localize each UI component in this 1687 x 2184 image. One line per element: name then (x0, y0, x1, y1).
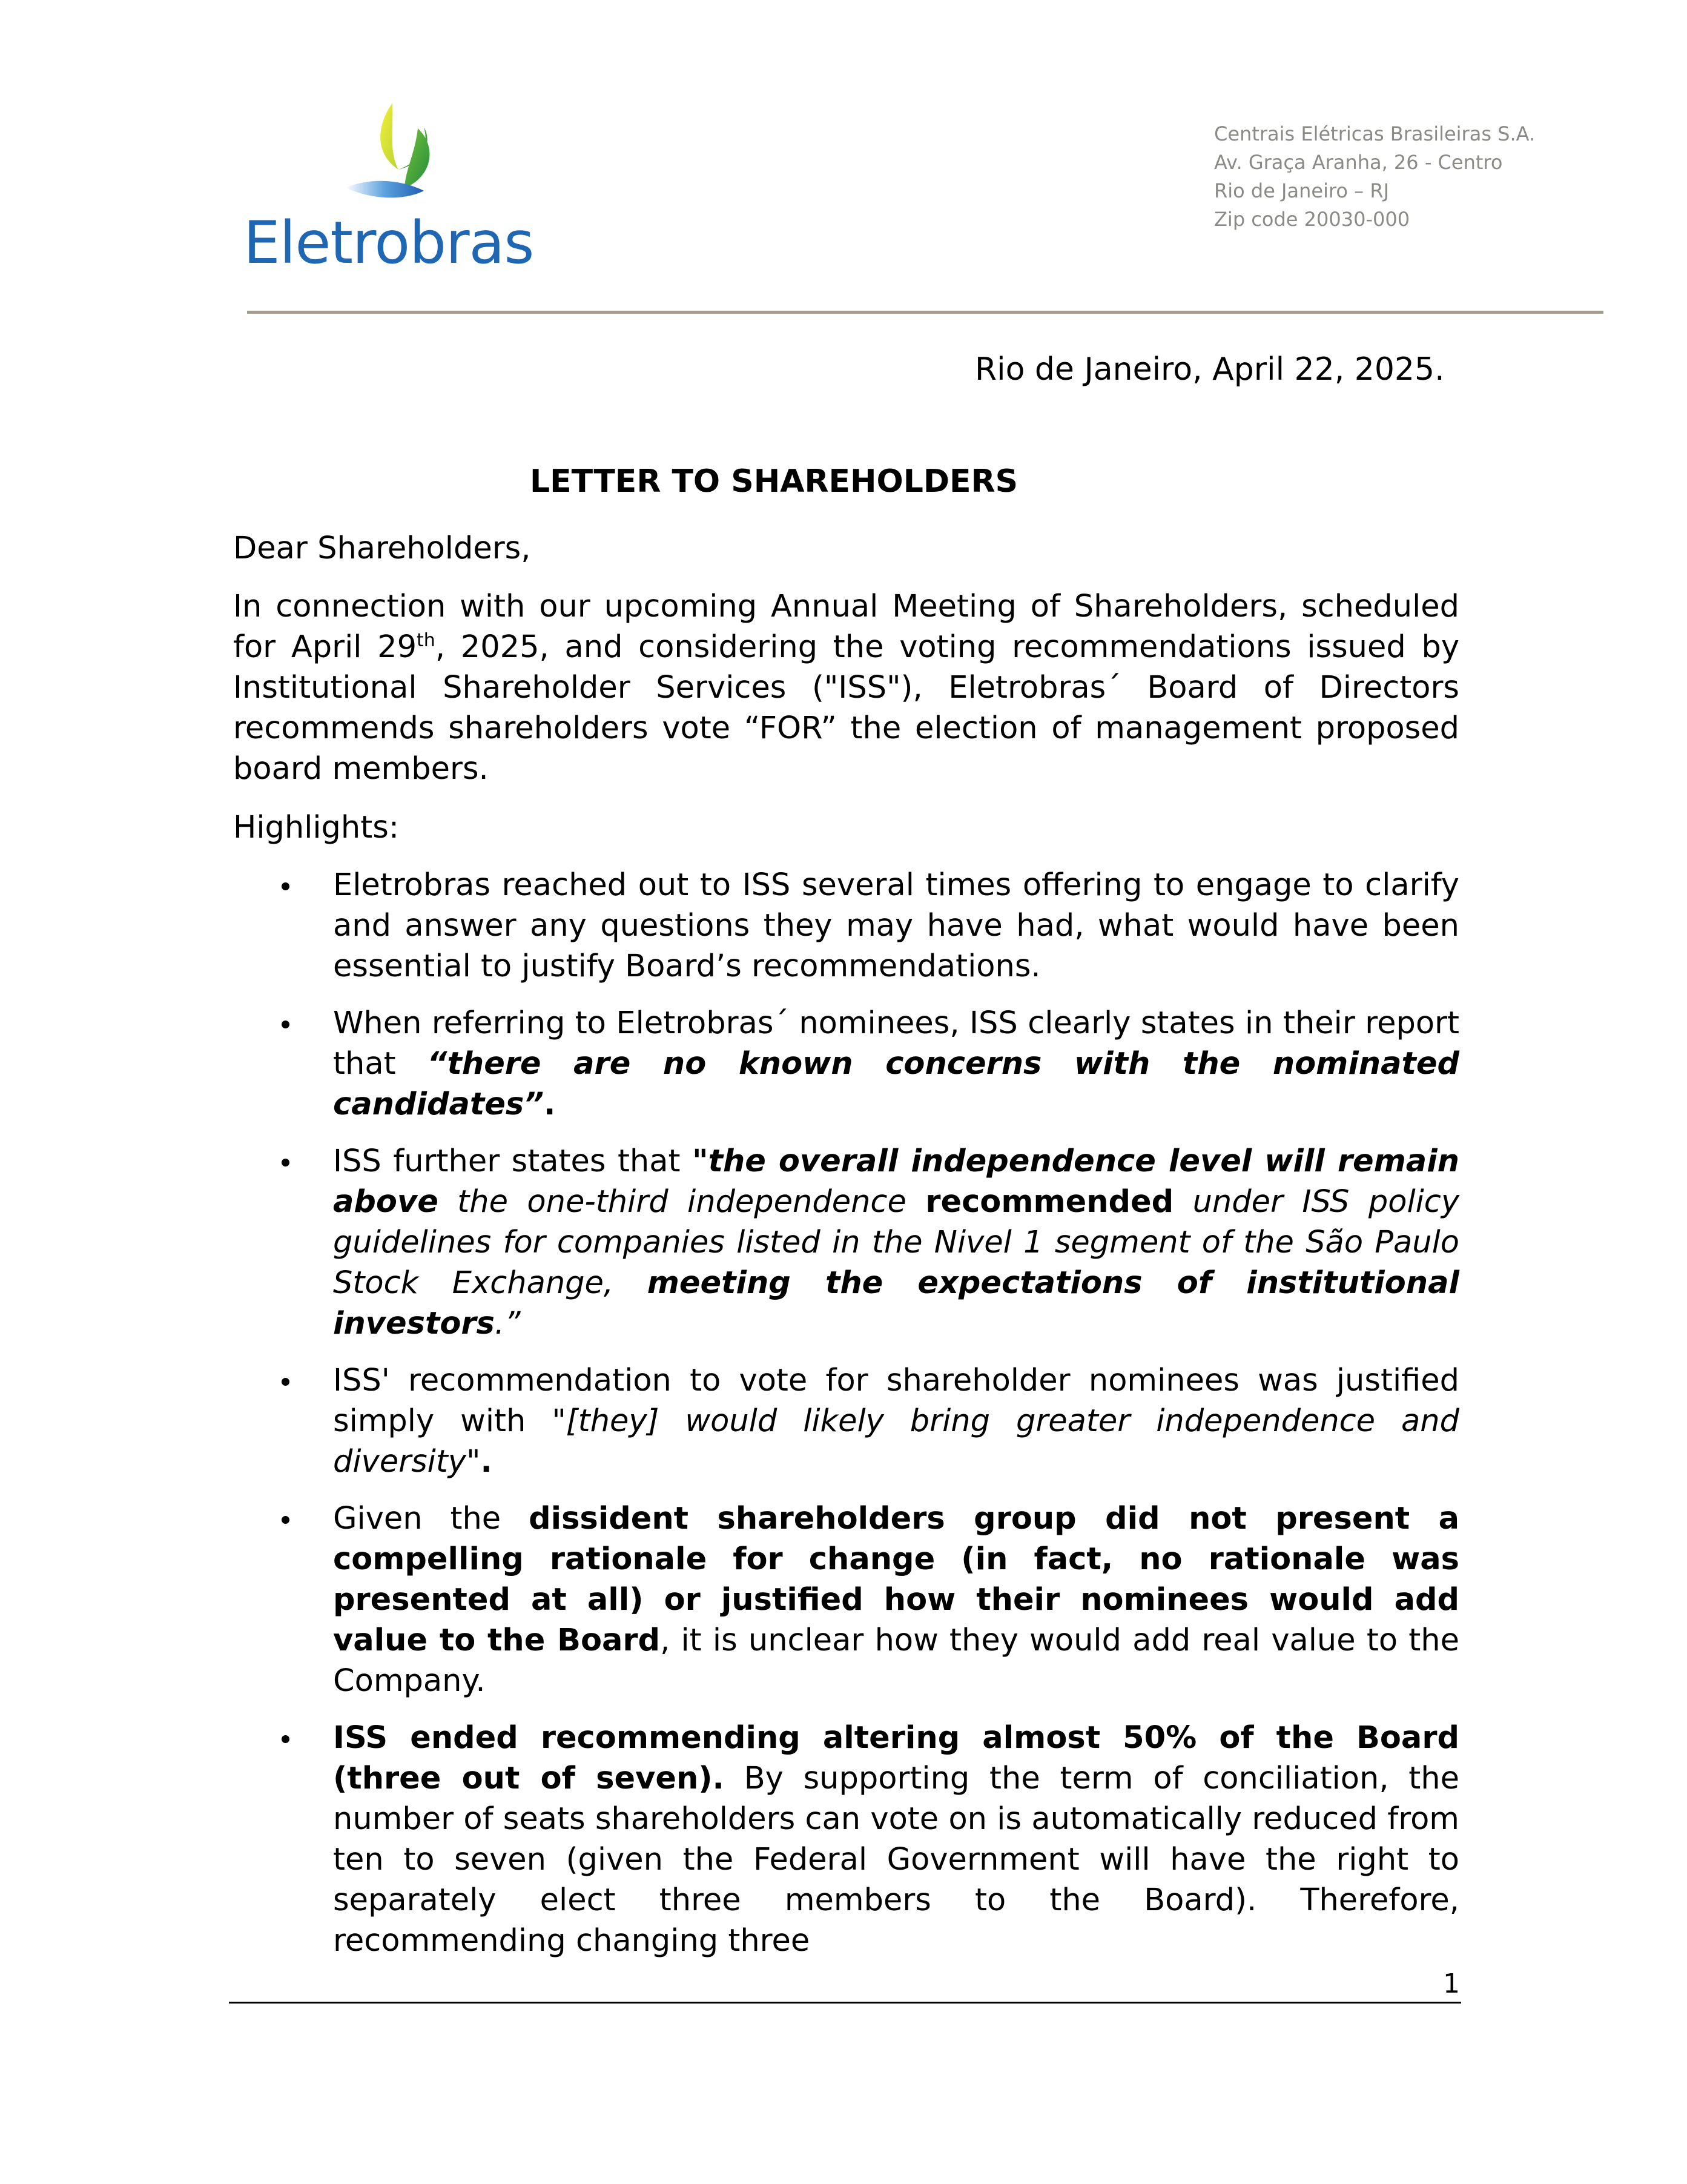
highlight-item (233, 1498, 1459, 1701)
highlight-punct: . (480, 1444, 492, 1480)
footer-divider (229, 2002, 1461, 2004)
highlight-text: ISS' recommendation to vote for shareholder nominees was justified simply with (333, 1363, 1459, 1439)
highlight-text: When referring to Eletrobras´ nominees, ISS clearly states in their report that (333, 1005, 1459, 1082)
highlight-item (233, 1003, 1459, 1125)
logo-wordmark: Eletrobras (243, 209, 534, 277)
address-line: Zip code 20030-000 (1214, 208, 1410, 231)
highlight-punct: . (544, 1087, 556, 1122)
highlight-emphasis: ISS ended recommending altering almost 50% of the Board (three out of seven). (333, 1720, 1459, 1796)
highlight-text: By supporting the term of conciliation, the number of seats shareholders can vote on is automatically reduced from ten to seven (given the Federal Government will have the right to separately elect three members to the Board). Therefore, recommending changing three (333, 1761, 1459, 1959)
highlight-quote: the one-third independence (438, 1184, 926, 1220)
intro-superscript: th (417, 630, 435, 651)
highlights-label: Highlights: (233, 810, 400, 845)
highlight-item (233, 1141, 1459, 1344)
intro-text-1: In connection with our upcoming Annual Meeting of Shareholders, scheduled for April 29 (233, 589, 1459, 665)
bullet-icon (282, 1735, 289, 1743)
highlight-item (233, 1360, 1459, 1482)
highlights-list (233, 865, 1459, 1977)
address-line: Av. Graça Aranha, 26 - Centro (1214, 151, 1503, 174)
address-line: Centrais Elétricas Brasileiras S.A. (1214, 122, 1536, 145)
highlight-text: Eletrobras reached out to ISS several times offering to engage to clarify and answer any questions they may have had, what would have been essential to justify Board’s recommendations. (333, 867, 1459, 984)
salutation: Dear Shareholders, (233, 531, 531, 566)
bullet-icon (282, 1516, 289, 1524)
eletrobras-leaf-icon (333, 97, 454, 218)
highlight-quote: "the overall independence level will remain above (333, 1143, 1459, 1220)
bullet-icon (282, 882, 289, 890)
bullet-icon (282, 1378, 289, 1386)
highlight-item (233, 865, 1459, 987)
letter-title: LETTER TO SHAREHOLDERS (530, 463, 1018, 500)
intro-paragraph (233, 586, 1459, 789)
bullet-icon (282, 1159, 289, 1166)
company-address (1214, 120, 1535, 234)
highlight-quote: under ISS policy guidelines for companies listed in the Nivel 1 segment of the São Paulo Stock Exchange, (333, 1184, 1460, 1301)
intro-text-2: , 2025, and considering the voting recommendations issued by Institutional Shareholder Services ("ISS"), Eletrobras´ Board of Directors recommends shareholders vote “FOR” the election of management proposed board members. (233, 629, 1459, 787)
highlight-text: , it is unclear how they would add real value to the Company. (333, 1623, 1459, 1699)
page-number: 1 (1443, 1968, 1460, 1999)
highlight-quote: “there are no known concerns with the nominated candidates” (333, 1046, 1460, 1122)
highlight-punct: " (552, 1403, 566, 1439)
bullet-icon (282, 1021, 289, 1028)
eletrobras-logo (242, 88, 545, 282)
highlight-quote: recommended (925, 1184, 1174, 1220)
letter-date: Rio de Janeiro, April 22, 2025. (975, 351, 1445, 388)
highlight-text: ISS further states that (333, 1143, 693, 1179)
highlight-quote: .” (494, 1306, 521, 1342)
highlight-quote: meeting the expectations of institutional investors (333, 1265, 1460, 1342)
highlight-punct: " (466, 1444, 481, 1480)
highlight-text: Given the (333, 1501, 529, 1537)
highlight-quote: [they] would likely bring greater independence and diversity (333, 1403, 1459, 1480)
highlight-item (233, 1718, 1459, 1961)
header-divider (247, 311, 1603, 314)
highlight-emphasis: dissident shareholders group did not present a compelling rationale for change (in fact, no rationale was presented at all) or justified how their nominees would add value to the Board (333, 1501, 1459, 1658)
address-line: Rio de Janeiro – RJ (1214, 179, 1389, 202)
